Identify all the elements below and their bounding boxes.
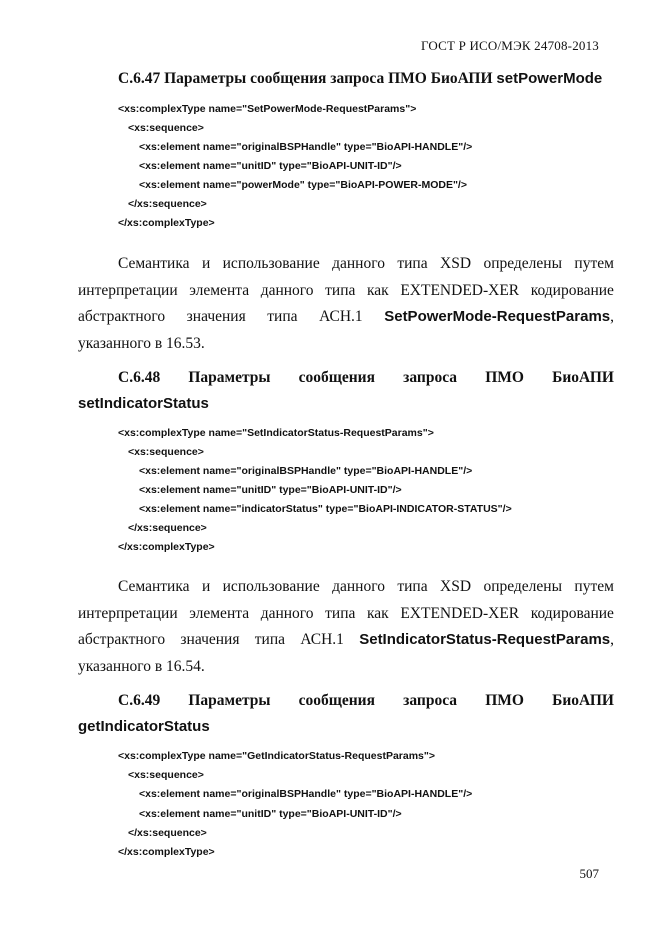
punct: , [610,631,614,648]
word: значения [186,308,246,325]
code-line: <xs:element name="originalBSPHandle" type="BioAPI-HANDLE"/> [139,465,473,477]
word: элемента [189,605,250,622]
code-line: <xs:element name="unitID" type="BioAPI-UNIT-ID"/> [139,808,402,820]
code-line: </xs:complexType> [118,217,215,229]
heading-word: Параметры [188,692,271,709]
section-number: С.6.49 [118,692,161,709]
code-line: </xs:complexType> [118,846,215,858]
code-line: </xs:sequence> [128,827,207,839]
word: использование [222,578,320,595]
code-line: </xs:sequence> [128,522,207,534]
heading-word: БиоАПИ [552,692,614,709]
code-line: <xs:sequence> [128,446,204,458]
code-line: <xs:element name="unitID" type="BioAPI-UNIT-ID"/> [139,484,402,496]
word: EXTENDED-XER [400,605,520,622]
word: типа [325,282,356,299]
word: данного [260,282,314,299]
word: данного [332,255,385,272]
code-line: <xs:element name="originalBSPHandle" type="BioAPI-HANDLE"/> [139,788,473,800]
word: как [367,605,389,622]
section-heading-c-6-48 [118,369,614,387]
paragraph-line [78,605,614,623]
code-line: <xs:complexType name="SetPowerMode-RequestParams"> [118,103,417,115]
code-line: <xs:element name="indicatorStatus" type="BioAPI-INDICATOR-STATUS"/> [139,503,512,515]
heading-word: Параметры [188,369,271,386]
paragraph-line: указанного в 16.54. [78,658,205,675]
keyword-wrap [384,308,614,326]
running-header: ГОСТ Р ИСО/МЭК 24708-2013 [420,38,599,53]
heading-word: ПМО [485,692,524,709]
word: определены [483,255,562,272]
word: элемента [189,282,250,299]
paragraph-line [78,282,614,300]
code-line: </xs:complexType> [118,541,215,553]
inline-keyword: SetIndicatorStatus-RequestParams [359,631,611,648]
word: и [201,255,211,272]
word: путем [574,255,614,272]
word: типа [254,631,286,648]
heading-word: запроса [403,369,458,386]
word: типа [397,578,428,595]
code-line: <xs:element name="originalBSPHandle" type="BioAPI-HANDLE"/> [139,141,473,153]
word: значения [180,631,240,648]
code-line: <xs:element name="unitID" type="BioAPI-UNIT-ID"/> [139,160,402,172]
paragraph-line: указанного в 16.53. [78,335,205,352]
word: интерпретации [78,282,178,299]
code-line: <xs:sequence> [128,122,204,134]
paragraph-line [118,255,614,273]
section-title: Параметры сообщения запроса ПМО БиоАПИ [164,70,493,87]
code-line: <xs:element name="powerMode" type="BioAPI-POWER-MODE"/> [139,179,467,191]
word: EXTENDED-XER [400,282,520,299]
word: путем [574,578,614,595]
word: определены [483,578,562,595]
punct: , [610,308,614,325]
word: типа [325,605,356,622]
word: использование [222,255,320,272]
code-line: <xs:complexType name="SetIndicatorStatus-RequestParams"> [118,427,434,439]
section-number: С.6.47 [118,70,161,87]
word: абстрактного [78,308,166,325]
heading-word: сообщения [298,369,375,386]
word: XSD [440,255,472,272]
word: данного [260,605,314,622]
section-keyword: getIndicatorStatus [78,718,210,735]
word: кодирование [530,605,614,622]
heading-word: сообщения [298,692,375,709]
paragraph-line [78,631,614,649]
code-line: <xs:sequence> [128,769,204,781]
word: интерпретации [78,605,178,622]
word: Семантика [118,578,190,595]
paragraph-line [118,578,614,596]
word: Семантика [118,255,190,272]
code-line: <xs:complexType name="GetIndicatorStatus-RequestParams"> [118,750,435,762]
section-number: С.6.48 [118,369,161,386]
section-heading-c-6-47 [118,70,602,88]
word: XSD [440,578,472,595]
paragraph-line [78,308,614,326]
section-keyword: setIndicatorStatus [78,395,209,412]
heading-word: БиоАПИ [552,369,614,386]
section-keyword: setPowerMode [496,70,603,87]
word: абстрактного [78,631,166,648]
word: как [367,282,389,299]
word: данного [332,578,385,595]
page-number: 507 [579,866,599,881]
word: АСН.1 [319,308,363,325]
inline-keyword: SetPowerMode-RequestParams [384,308,611,325]
code-line: </xs:sequence> [128,198,207,210]
heading-word: ПМО [485,369,524,386]
word: типа [397,255,428,272]
word: АСН.1 [300,631,344,648]
keyword-wrap [359,631,614,649]
heading-word: запроса [403,692,458,709]
word: типа [267,308,298,325]
word: и [201,578,211,595]
word: кодирование [530,282,614,299]
section-heading-c-6-49 [118,692,614,710]
